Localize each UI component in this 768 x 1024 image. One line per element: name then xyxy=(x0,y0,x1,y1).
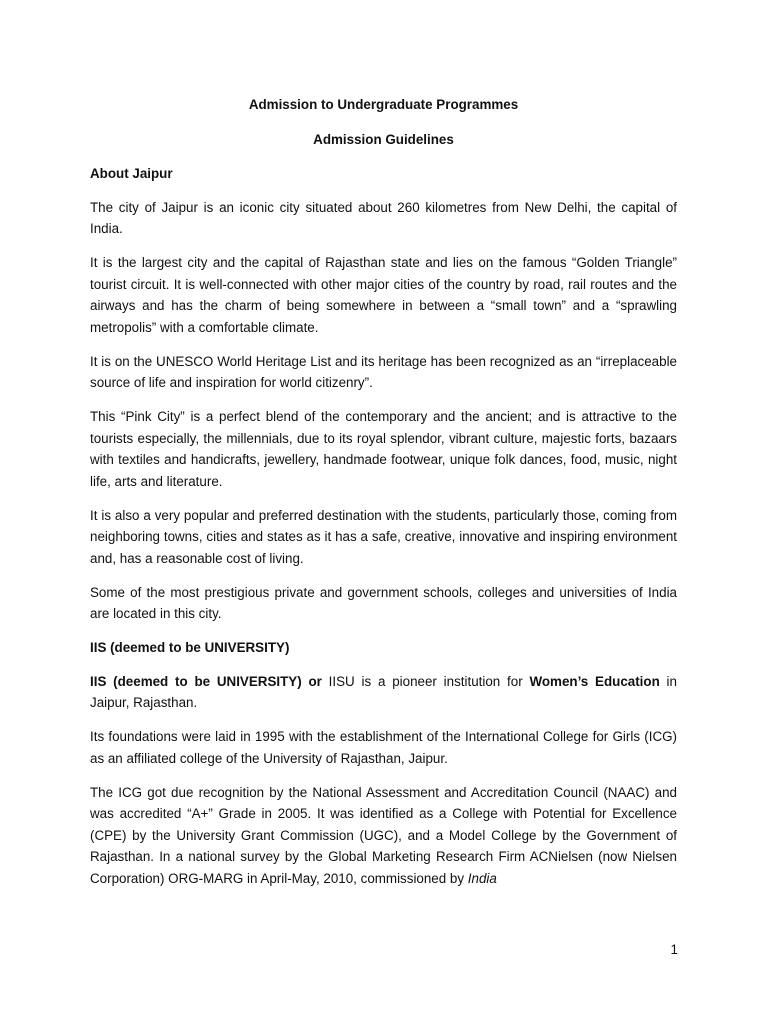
section-heading-iis: IIS (deemed to be UNIVERSITY) xyxy=(90,640,290,655)
document-page xyxy=(90,94,677,902)
paragraph: It is on the UNESCO World Heritage List and its heritage has been recognized as an “irreplaceable source of life and inspiration for world citizenry”. xyxy=(90,353,677,390)
last-text: The ICG got due recognition by the National Assessment and Accreditation Council (NAAC) and was accredited “A+” Grade in 2005. It was identified as a College with Potential for Excellence (CPE) by the University Grant Commission (UGC), and a Model College by the Government of Rajasthan. In a national survey by the Global Marketing Research Firm ACNielsen (now Nielsen Corporation) ORG-MARG in April-May, 2010, commissioned by xyxy=(90,784,677,886)
document-title: Admission to Undergraduate Programmes xyxy=(248,97,519,112)
paragraph-last xyxy=(90,782,677,890)
section-heading-about-jaipur: About Jaipur xyxy=(90,166,173,181)
intro-text-end: in Jaipur, Rajasthan. xyxy=(90,673,677,710)
intro-bold-mid: Women’s Education xyxy=(529,673,660,689)
page-number: 1 xyxy=(670,942,678,957)
intro-bold-lead: IIS (deemed to be UNIVERSITY) or xyxy=(90,673,322,689)
paragraph: Some of the most prestigious private and government schools, colleges and universities of India are located in this city. xyxy=(90,584,677,621)
paragraph: Its foundations were laid in 1995 with the establishment of the International College for Girls (ICG) as an affiliated college of the University of Rajasthan, Jaipur. xyxy=(90,729,677,766)
paragraph: It is the largest city and the capital of Rajasthan state and lies on the famous “Golden Triangle” tourist circuit. It is well-connected with other major cities of the country by road, rail routes and the airways and has the charm of being somewhere in between a “small town” and a “sprawling metropolis” with a comfortable climate. xyxy=(90,255,677,335)
paragraph: This “Pink City” is a perfect blend of the contemporary and the ancient; and is attractive to the tourists especially, the millennials, due to its royal splendor, vibrant culture, majestic forts, bazaars with textiles and handicrafts, jewellery, handmade footwear, unique folk dances, food, music, night life, arts and literature. xyxy=(90,409,677,489)
intro-text-mid: IISU is a pioneer institution for xyxy=(321,673,530,689)
last-italic: India xyxy=(467,870,497,886)
paragraph: It is also a very popular and preferred destination with the students, particularly those, coming from neighboring towns, cities and states as it has a safe, creative, innovative and inspiring environment and, has a reasonable cost of living. xyxy=(90,507,677,566)
paragraph: The city of Jaipur is an iconic city situated about 260 kilometres from New Delhi, the capital of India. xyxy=(90,199,677,236)
paragraph-intro xyxy=(90,671,677,714)
document-subtitle: Admission Guidelines xyxy=(313,131,454,147)
